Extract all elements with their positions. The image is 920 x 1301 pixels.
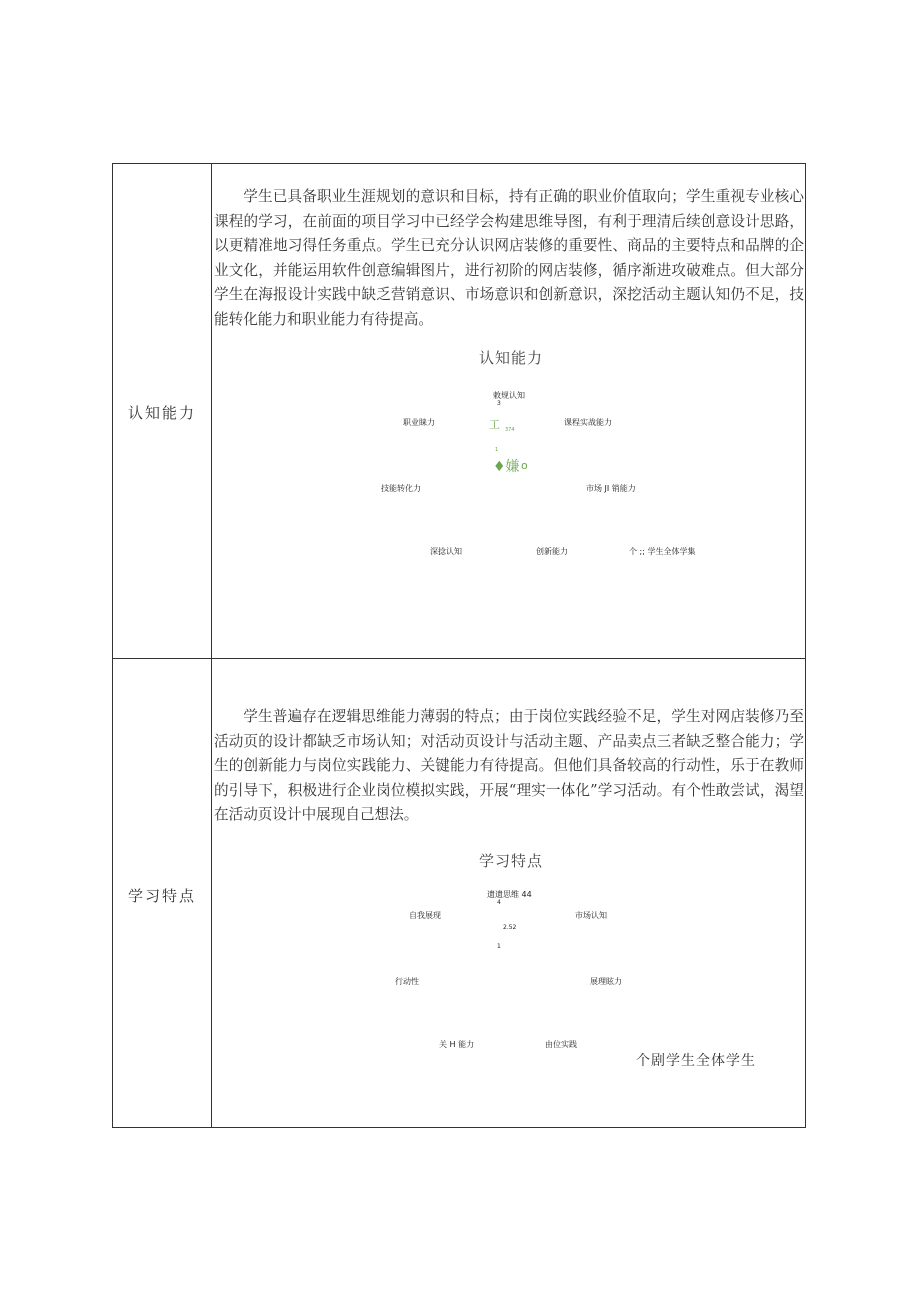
cognition-paragraph: 学生已具备职业生涯规划的意识和目标，持有正确的职业价值取向；学生重视专业核心课程的学习，在前面的项目学习中已经学会构建思维导图，有利于理清后续创意设计思路，以更精准地习得任务重点。学生已充分认识网店装修的重要性、商品的主要特点和品牌的企业文化，并能运用软件创意编辑图片，进行初阶的网店装修，循序渐进攻破难点。但大部分学生在海报设计实践中缺乏营销意识、市场意识和创新意识，深挖活动主题认知仍不足，技能转化能力和职业能力有待提高。 bbox=[214, 188, 804, 328]
axis-label: 展理眩力 bbox=[590, 977, 622, 986]
chart-mark: 工 bbox=[489, 418, 500, 431]
tick-label: 3 bbox=[497, 400, 501, 407]
axis-label: 职业睐力 bbox=[403, 418, 435, 427]
axis-label: 市场认知 bbox=[575, 911, 607, 920]
chart-mark: ♦嫌 bbox=[493, 459, 520, 475]
row-label-cognition: 认知能力 bbox=[127, 404, 196, 422]
axis-label: 技能转化力 bbox=[381, 484, 421, 493]
chart-legend: 个剧学生全体学生 bbox=[636, 1053, 756, 1069]
axis-label: 深捻认知 bbox=[430, 547, 462, 556]
column-divider bbox=[211, 164, 212, 1127]
axis-label: 市场 JI 销能力 bbox=[586, 484, 636, 493]
chart-title: 认知能力 bbox=[479, 349, 544, 367]
profile-table bbox=[112, 163, 806, 1128]
chart-title: 学习特点 bbox=[479, 852, 544, 870]
tick-label: 2.52 bbox=[503, 924, 517, 931]
axis-label: 敕规认知 bbox=[493, 391, 525, 400]
axis-label: 课程实战能力 bbox=[564, 418, 612, 427]
tick-label: 1 bbox=[497, 943, 501, 950]
axis-label: 行动性 bbox=[395, 977, 419, 986]
row-label-learning: 学习特点 bbox=[127, 887, 196, 905]
axis-label: 由位实践 bbox=[545, 1040, 577, 1049]
axis-label: 关 H 能力 bbox=[439, 1040, 475, 1049]
axis-label: 创新能力 bbox=[536, 547, 568, 556]
chart-mark: 1 bbox=[495, 447, 499, 453]
row-divider bbox=[113, 658, 805, 659]
axis-label: 自我展现 bbox=[409, 911, 441, 920]
tick-label: 4 bbox=[497, 899, 501, 906]
chart-mark: o bbox=[521, 459, 528, 472]
chart-mark: 374 bbox=[505, 427, 515, 433]
chart-legend: 个 ;; 学生全体学集 bbox=[629, 547, 696, 556]
learning-paragraph: 学生普遍存在逻辑思维能力薄弱的特点；由于岗位实践经验不足，学生对网店装修乃至活动页的设计都缺乏市场认知；对活动页设计与活动主题、产品卖点三者缺乏整合能力；学生的创新能力与岗位实践能力、关键能力有待提高。但他们具备较高的行动性，乐于在教师的引导下，积极进行企业岗位模拟实践，开展“理实一体化”学习活动。有个性敢尝试，渴望在活动页设计中展现自己想法。 bbox=[214, 708, 804, 824]
axis-label: 遗遗思维 44 bbox=[487, 890, 532, 899]
